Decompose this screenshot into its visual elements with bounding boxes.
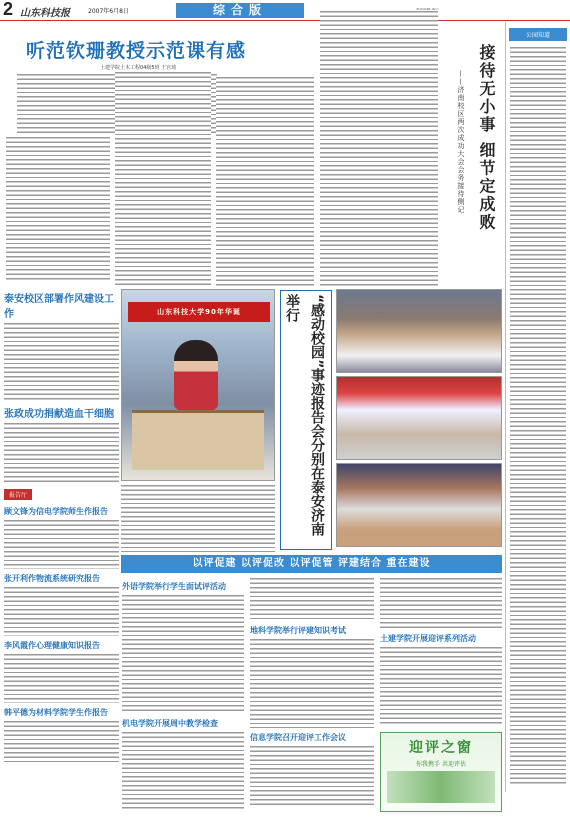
report-title: 李风霞作心理健康知识报告: [4, 641, 100, 650]
story-body: [122, 731, 244, 811]
story-body: [4, 322, 119, 402]
story-headline: 信息学院召开迎评工作会议: [250, 733, 346, 742]
article-column: [6, 136, 110, 281]
sidebar-text: [510, 46, 566, 786]
article-column: [216, 76, 314, 288]
report-title: 韩平德为材料学院学生作报告: [4, 708, 108, 717]
publication-date: 2007年6月8日: [88, 8, 129, 15]
left-news-column: [4, 287, 119, 812]
story-body: [250, 577, 374, 621]
byline: 土建学院土木工程04级5班 王宫琦: [100, 65, 177, 71]
story-body: [122, 594, 244, 714]
report-body: [4, 586, 119, 636]
logo-subtitle: 你我携手 共迎评估: [416, 761, 466, 768]
sidebar-header: 公园知道: [509, 28, 567, 41]
report-hall-tag: 报告厅: [4, 489, 32, 500]
report-body: [4, 653, 119, 703]
story-body: [4, 422, 119, 482]
report-title: 张开利作物流系统研究报告: [4, 574, 100, 583]
article-column: [115, 71, 211, 285]
article-column: [320, 10, 438, 288]
audience-photo: [336, 289, 502, 373]
story-headline: 地科学院举行评建知识考试: [250, 626, 346, 635]
bottom-column-3: [380, 577, 502, 729]
review-window-logo: [380, 732, 502, 812]
vertical-feature-subtitle: ——济南校区两次成功大会会务接待侧记: [457, 70, 465, 214]
report-body: [4, 519, 119, 569]
story-headline: 机电学院开展周中教学检查: [122, 719, 218, 728]
story-body: [250, 745, 374, 807]
logo-title: 迎评之窗: [409, 740, 473, 756]
vertical-headline: “感动校园”事迹报告会分别在泰安济南举行: [280, 290, 332, 550]
story-headline: 外语学院举行学生面试评活动: [122, 582, 226, 591]
speaker-figure: [174, 340, 218, 410]
main-headline: 听范钦珊教授示范课有感: [26, 40, 247, 62]
vertical-feature-title: 接待无小事 细节定成败: [477, 44, 496, 232]
article-column: [121, 484, 275, 552]
paper-name: 山东科技报: [20, 8, 70, 19]
story-headline: 张政成功捐献造血干细胞: [4, 409, 114, 420]
auditorium-photo: [336, 463, 502, 547]
page-number: 2: [3, 0, 14, 19]
report-title: 顾文锋为信电学院师生作报告: [4, 507, 108, 516]
masthead: [0, 0, 570, 21]
photo-stack: [336, 289, 502, 547]
bottom-column-2: [250, 577, 374, 809]
event-photo: [121, 289, 275, 481]
story-headline: 土建学院开展迎评系列活动: [380, 634, 476, 643]
bottom-column-1: [122, 577, 244, 809]
photo-banner: 山东科技大学90年华诞: [128, 302, 270, 322]
section-banner: 综合版: [176, 3, 304, 18]
report-body: [4, 720, 119, 762]
ceremony-photo: [336, 376, 502, 460]
story-body: [380, 577, 502, 629]
slogan-band: 以评促建 以评促改 以评促管 评建结合 重在建设: [121, 555, 502, 573]
right-sidebar: [505, 22, 570, 792]
story-body: [380, 646, 502, 726]
podium: [132, 410, 264, 470]
story-headline: 泰安校区部署作风建设工作: [4, 294, 114, 320]
logo-graphic: [387, 771, 495, 803]
story-body: [250, 638, 374, 728]
